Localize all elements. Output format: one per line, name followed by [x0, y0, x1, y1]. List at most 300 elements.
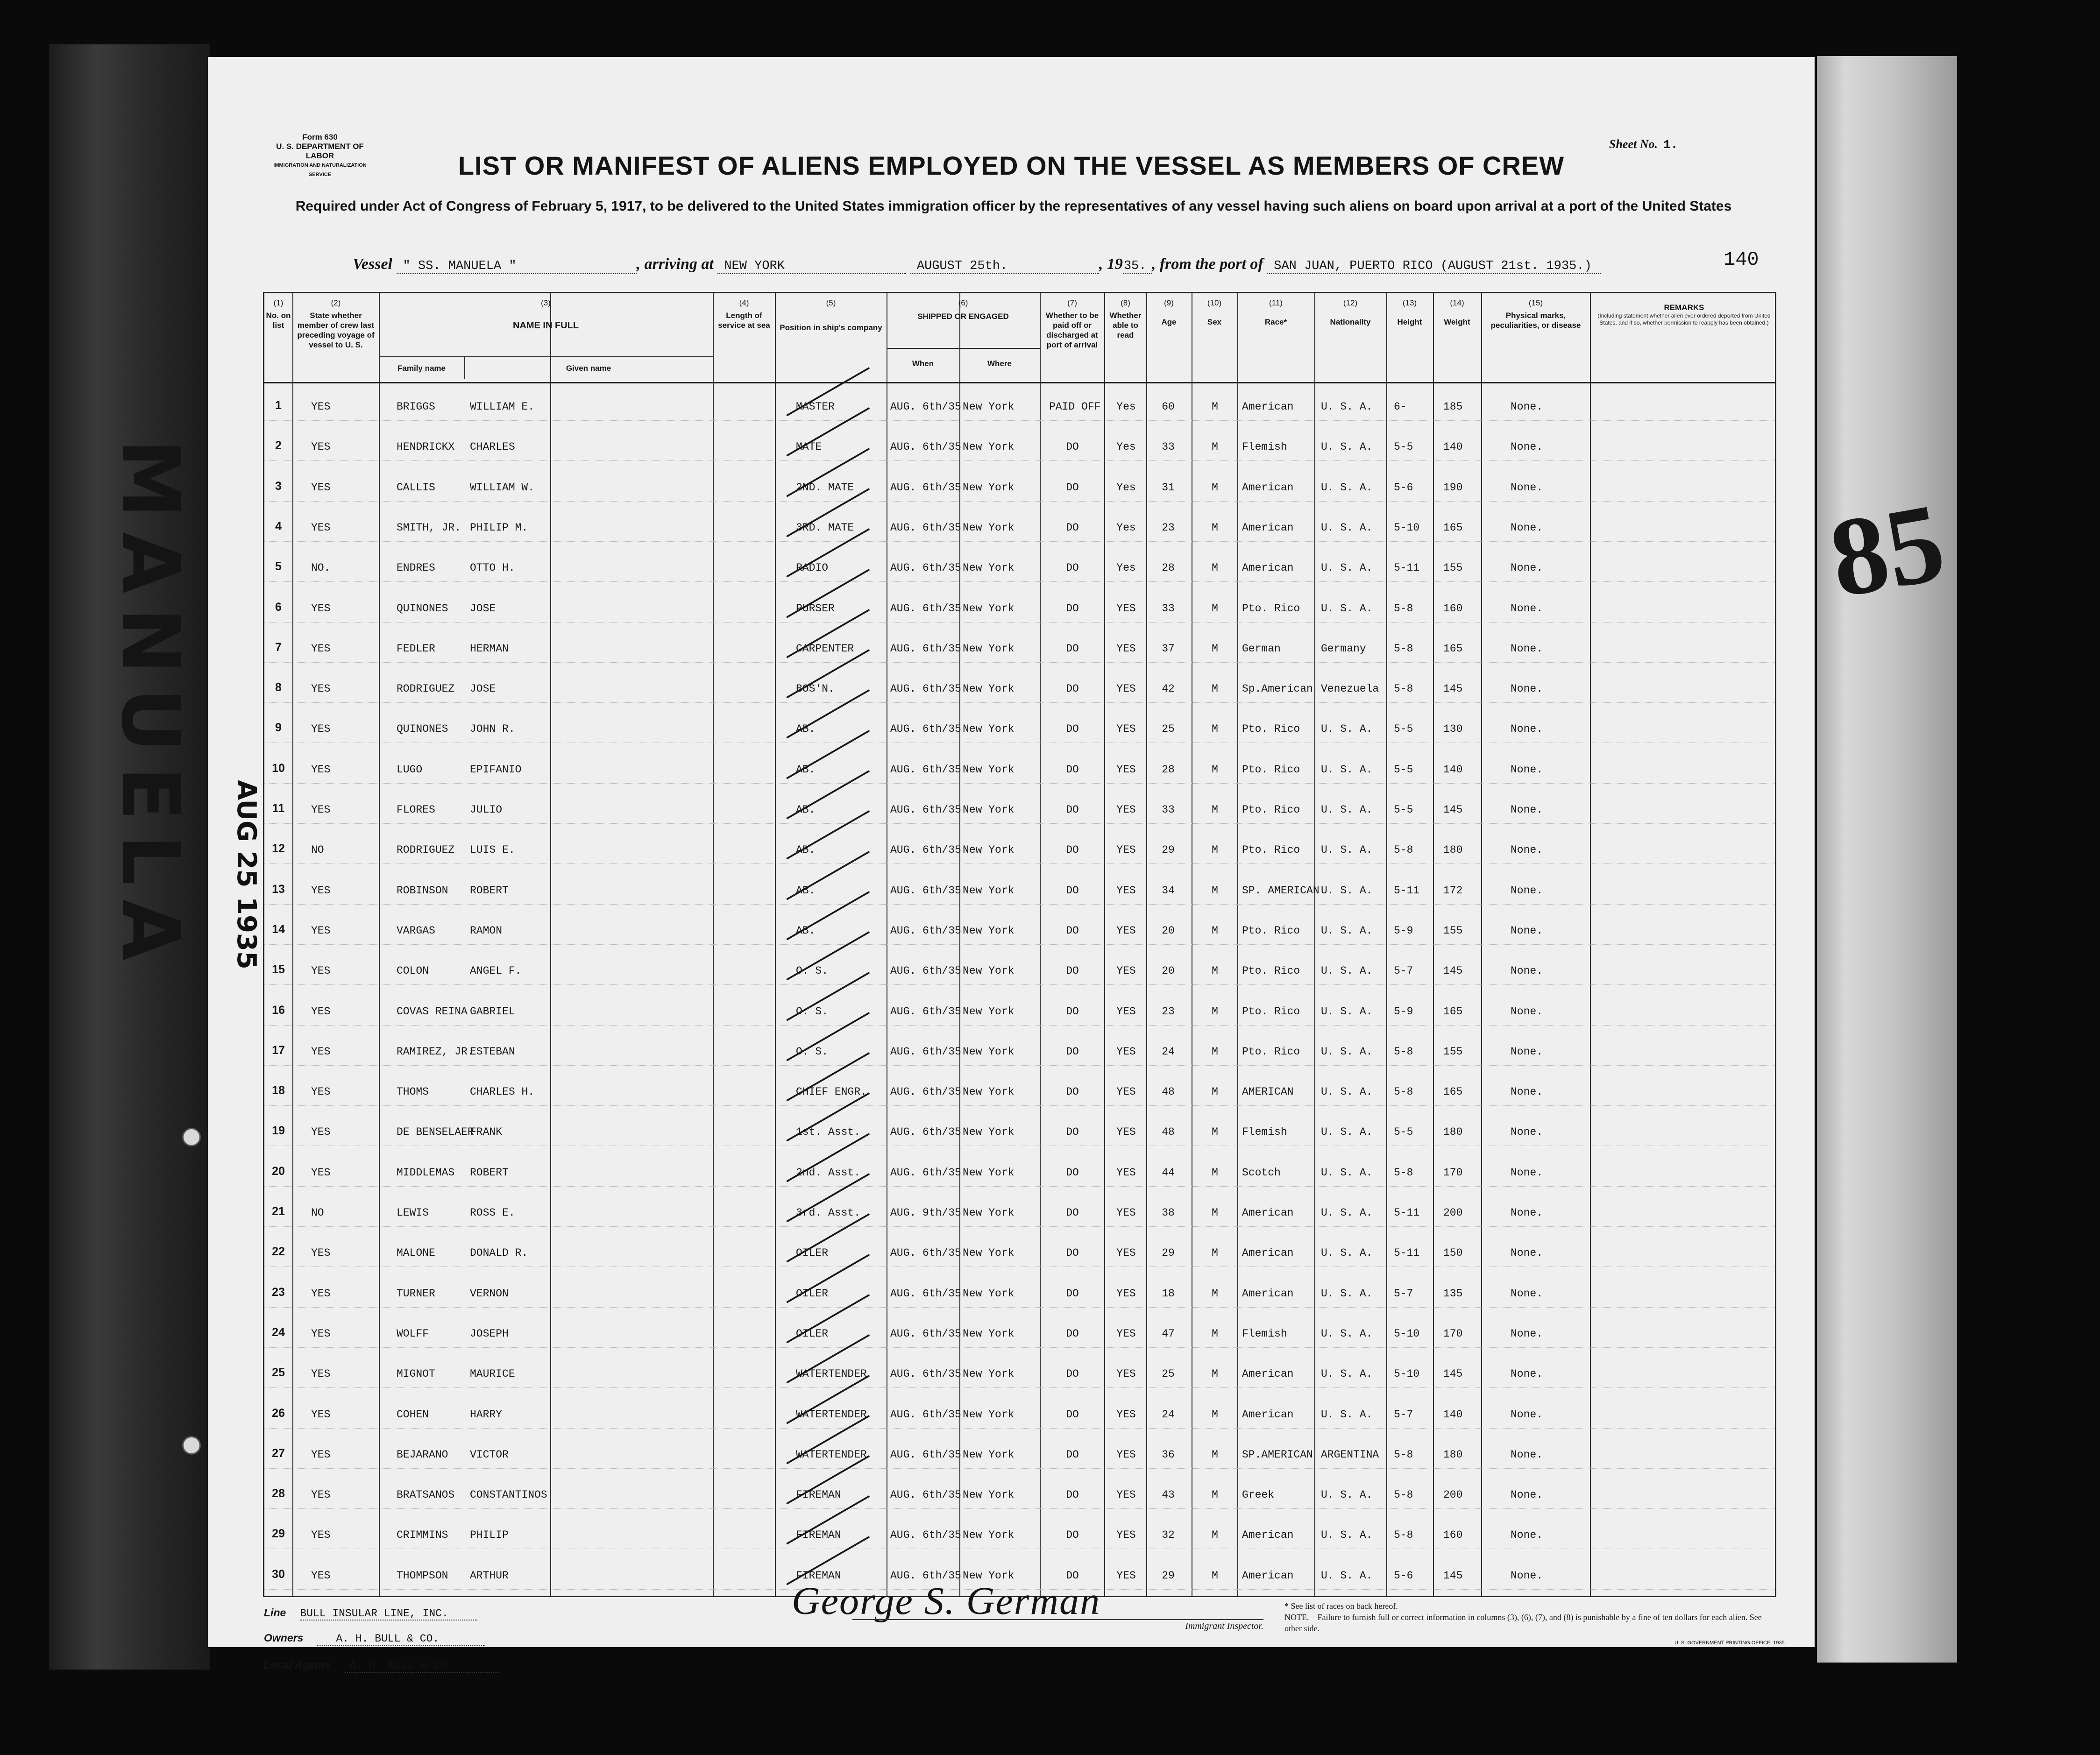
cell-given: VICTOR	[470, 1448, 509, 1461]
cell-height: 5-9	[1394, 924, 1413, 937]
cell-when: AUG. 6th/35	[890, 1126, 961, 1139]
cell-read: YES	[1116, 1569, 1136, 1582]
page-number: 140	[1724, 248, 1759, 271]
form-identifier: Form 630 U. S. DEPARTMENT OF LABOR IMMIGRATION AND NATURALIZATION SERVICE	[273, 133, 367, 177]
row-divider	[264, 904, 1775, 905]
cell-weight: 165	[1443, 642, 1463, 655]
cell-prev: YES	[311, 521, 331, 534]
cell-sex: M	[1212, 1166, 1218, 1179]
cell-given: WILLIAM W.	[470, 481, 535, 494]
cell-position: AB.	[796, 924, 816, 937]
cell-read: YES	[1116, 1287, 1136, 1300]
cell-paid: DO	[1066, 521, 1079, 534]
cell-marks: None.	[1511, 844, 1543, 856]
cell-prev: YES	[311, 1005, 331, 1018]
cell-where: New York	[963, 884, 1015, 897]
cell-sex: M	[1212, 1327, 1218, 1340]
cell-sex: M	[1212, 1126, 1218, 1139]
cell-height: 5-6	[1394, 1569, 1413, 1582]
cell-nationality: ARGENTINA	[1321, 1448, 1379, 1461]
cell-marks: None.	[1511, 683, 1543, 695]
col-header-race: (11) Race*	[1264, 298, 1287, 326]
cell-weight: 145	[1443, 1569, 1463, 1582]
cell-weight: 180	[1443, 1448, 1463, 1461]
cell-height: 5-5	[1394, 723, 1413, 736]
cell-when: AUG. 6th/35	[890, 1287, 961, 1300]
cell-race: SP.AMERICAN	[1242, 1448, 1313, 1461]
cell-age: 47	[1162, 1327, 1175, 1340]
cell-age: 25	[1162, 1368, 1175, 1380]
cell-position: FIREMAN	[796, 1569, 841, 1582]
cell-weight: 170	[1443, 1327, 1463, 1340]
cell-height: 5-5	[1394, 441, 1413, 453]
cell-marks: None.	[1511, 1529, 1543, 1542]
row-number: 24	[272, 1325, 285, 1339]
cell-given: JOSEPH	[470, 1327, 509, 1340]
sheet-number: Sheet No. 1.	[1609, 137, 1678, 152]
cell-race: Sp.American	[1242, 683, 1313, 695]
cell-nationality: U. S. A.	[1321, 1166, 1373, 1179]
cell-prev: YES	[311, 1529, 331, 1542]
cell-age: 31	[1162, 481, 1175, 494]
check-mark	[786, 891, 870, 941]
row-number: 2	[275, 439, 282, 453]
cell-weight: 145	[1443, 1368, 1463, 1380]
vessel-stamp: MANUELA	[104, 439, 196, 975]
cell-position: O. S.	[796, 1045, 829, 1058]
cell-read: YES	[1116, 1529, 1136, 1542]
cell-when: AUG. 6th/35	[890, 521, 961, 534]
cell-paid: DO	[1066, 1247, 1079, 1260]
cell-position: CARPENTER	[796, 642, 854, 655]
cell-height: 5-11	[1394, 884, 1420, 897]
cell-position: 2nd. Asst.	[796, 1166, 861, 1179]
cell-nationality: U. S. A.	[1321, 1005, 1373, 1018]
cell-height: 5-8	[1394, 1529, 1413, 1542]
col-header-remarks: REMARKS (Including statement whether alien ever ordered deported from United States, and if so, whether permission to reapply has been obtained.)	[1597, 303, 1771, 326]
cell-read: YES	[1116, 1166, 1136, 1179]
cell-position: WATERTENDER	[796, 1448, 867, 1461]
row-number: 26	[272, 1406, 285, 1420]
cell-read: Yes	[1116, 441, 1136, 453]
cell-race: Pto. Rico	[1242, 924, 1300, 937]
cell-height: 5-9	[1394, 1005, 1413, 1018]
cell-height: 5-8	[1394, 602, 1413, 615]
cell-when: AUG. 6th/35	[890, 844, 961, 856]
cell-age: 32	[1162, 1529, 1175, 1542]
cell-paid: DO	[1066, 1368, 1079, 1380]
date-stamp: AUG 25 1935	[231, 780, 262, 969]
row-divider	[264, 1105, 1775, 1106]
owners-field: Owners A. H. BULL & CO.	[264, 1632, 485, 1646]
cell-family: COLON	[397, 965, 429, 977]
cell-marks: None.	[1511, 763, 1543, 776]
cell-age: 24	[1162, 1045, 1175, 1058]
cell-family: WOLFF	[397, 1327, 429, 1340]
cell-age: 42	[1162, 683, 1175, 695]
cell-family: QUINONES	[397, 602, 448, 615]
row-divider	[264, 1025, 1775, 1026]
cell-age: 18	[1162, 1287, 1175, 1300]
cell-read: YES	[1116, 763, 1136, 776]
cell-position: 2ND. MATE	[796, 481, 854, 494]
cell-sex: M	[1212, 1086, 1218, 1098]
cell-race: Greek	[1242, 1489, 1275, 1501]
cell-given: JOSE	[470, 602, 496, 615]
cell-where: New York	[963, 481, 1015, 494]
row-number: 12	[272, 842, 285, 856]
cell-race: Flemish	[1242, 441, 1287, 453]
cell-where: New York	[963, 924, 1015, 937]
cell-paid: DO	[1066, 804, 1079, 816]
col-header-where: Where	[987, 359, 1012, 368]
cell-position: AB.	[796, 723, 816, 736]
cell-marks: None.	[1511, 1569, 1543, 1582]
cell-position: AB.	[796, 884, 816, 897]
cell-position: OILER	[796, 1287, 829, 1300]
cell-paid: DO	[1066, 965, 1079, 977]
cell-family: SMITH, JR.	[397, 521, 461, 534]
cell-race: American	[1242, 562, 1294, 574]
cell-when: AUG. 6th/35	[890, 965, 961, 977]
cell-position: MASTER	[796, 401, 835, 413]
cell-nationality: U. S. A.	[1321, 1287, 1373, 1300]
cell-when: AUG. 6th/35	[890, 1045, 961, 1058]
cell-read: YES	[1116, 642, 1136, 655]
cell-age: 43	[1162, 1489, 1175, 1501]
cell-when: AUG. 6th/35	[890, 884, 961, 897]
cell-sex: M	[1212, 562, 1218, 574]
row-number: 25	[272, 1366, 285, 1380]
cell-marks: None.	[1511, 1126, 1543, 1139]
cell-nationality: U. S. A.	[1321, 763, 1373, 776]
cell-given: ROSS E.	[470, 1207, 515, 1219]
cell-age: 24	[1162, 1408, 1175, 1421]
cell-when: AUG. 6th/35	[890, 1529, 961, 1542]
cell-read: YES	[1116, 602, 1136, 615]
cell-prev: YES	[311, 1126, 331, 1139]
cell-read: YES	[1116, 1489, 1136, 1501]
cell-height: 5-5	[1394, 763, 1413, 776]
cell-prev: YES	[311, 763, 331, 776]
cell-read: Yes	[1116, 562, 1136, 574]
cell-height: 5-7	[1394, 1408, 1413, 1421]
cell-weight: 185	[1443, 401, 1463, 413]
cell-prev: YES	[311, 804, 331, 816]
cell-paid: DO	[1066, 1045, 1079, 1058]
cell-prev: NO	[311, 1207, 324, 1219]
line-field: Line BULL INSULAR LINE, INC.	[264, 1606, 477, 1621]
cell-paid: DO	[1066, 1287, 1079, 1300]
cell-sex: M	[1212, 844, 1218, 856]
row-divider	[264, 1508, 1775, 1509]
cell-family: TURNER	[397, 1287, 435, 1300]
cell-race: AMERICAN	[1242, 1086, 1294, 1098]
cell-nationality: U. S. A.	[1321, 1489, 1373, 1501]
row-number: 19	[272, 1124, 285, 1138]
cell-marks: None.	[1511, 1207, 1543, 1219]
cell-age: 44	[1162, 1166, 1175, 1179]
cell-marks: None.	[1511, 884, 1543, 897]
cell-nationality: U. S. A.	[1321, 562, 1373, 574]
cell-when: AUG. 6th/35	[890, 1368, 961, 1380]
row-divider	[264, 1468, 1775, 1469]
cell-marks: None.	[1511, 1408, 1543, 1421]
cell-marks: None.	[1511, 1247, 1543, 1260]
cell-given: PHILIP M.	[470, 521, 528, 534]
row-number: 4	[275, 519, 282, 533]
cell-paid: DO	[1066, 602, 1079, 615]
cell-position: O. S.	[796, 1005, 829, 1018]
cell-family: RODRIGUEZ	[397, 844, 455, 856]
cell-position: OILER	[796, 1247, 829, 1260]
cell-read: YES	[1116, 1327, 1136, 1340]
row-number: 22	[272, 1245, 285, 1259]
cell-race: Pto. Rico	[1242, 965, 1300, 977]
cell-family: BEJARANO	[397, 1448, 448, 1461]
cell-paid: DO	[1066, 1569, 1079, 1582]
row-divider	[264, 1428, 1775, 1429]
cell-given: ESTEBAN	[470, 1045, 515, 1058]
cell-height: 5-10	[1394, 521, 1420, 534]
cell-read: YES	[1116, 723, 1136, 736]
row-number: 23	[272, 1285, 285, 1299]
cell-given: OTTO H.	[470, 562, 515, 574]
cell-position: WATERTENDER	[796, 1408, 867, 1421]
cell-race: Pto. Rico	[1242, 602, 1300, 615]
cell-position: WATERTENDER	[796, 1368, 867, 1380]
cell-race: Flemish	[1242, 1126, 1287, 1139]
cell-prev: YES	[311, 884, 331, 897]
cell-family: QUINONES	[397, 723, 448, 736]
cell-given: JOHN R.	[470, 723, 515, 736]
cell-paid: DO	[1066, 1005, 1079, 1018]
arrival-date: AUGUST 25th.	[910, 259, 1099, 274]
manifest-sheet	[208, 57, 1815, 1672]
inspector-label: Immigrant Inspector.	[852, 1619, 1263, 1632]
cell-weight: 165	[1443, 1086, 1463, 1098]
cell-marks: None.	[1511, 1489, 1543, 1501]
cell-nationality: U. S. A.	[1321, 723, 1373, 736]
cell-sex: M	[1212, 401, 1218, 413]
cell-sex: M	[1212, 521, 1218, 534]
cell-weight: 170	[1443, 1166, 1463, 1179]
cell-family: THOMS	[397, 1086, 429, 1098]
cell-when: AUG. 6th/35	[890, 481, 961, 494]
cell-weight: 160	[1443, 1529, 1463, 1542]
cell-sex: M	[1212, 1005, 1218, 1018]
cell-family: HENDRICKX	[397, 441, 455, 453]
cell-age: 36	[1162, 1448, 1175, 1461]
row-number: 10	[272, 761, 285, 775]
col-header-sex: (10) Sex	[1207, 298, 1222, 326]
cell-weight: 180	[1443, 844, 1463, 856]
departure-port: SAN JUAN, PUERTO RICO (AUGUST 21st. 1935.)	[1267, 259, 1601, 274]
col-header-nationality: (12) Nationality	[1330, 298, 1371, 326]
cell-position: 1st. Asst.	[796, 1126, 861, 1139]
cell-family: CRIMMINS	[397, 1529, 448, 1542]
cell-paid: DO	[1066, 683, 1079, 695]
cell-given: CONSTANTINOS	[470, 1489, 547, 1501]
cell-age: 48	[1162, 1086, 1175, 1098]
cell-sex: M	[1212, 924, 1218, 937]
cell-height: 5-7	[1394, 965, 1413, 977]
cell-family: MIGNOT	[397, 1368, 435, 1380]
cell-race: Pto. Rico	[1242, 763, 1300, 776]
cell-given: HERMAN	[470, 642, 509, 655]
cell-family: COVAS REINA	[397, 1005, 468, 1018]
cell-nationality: U. S. A.	[1321, 1327, 1373, 1340]
cell-marks: None.	[1511, 1045, 1543, 1058]
cell-read: YES	[1116, 1005, 1136, 1018]
cell-where: New York	[963, 804, 1015, 816]
cell-given: PHILIP	[470, 1529, 509, 1542]
cell-prev: YES	[311, 1368, 331, 1380]
cell-race: SP. AMERICAN	[1242, 884, 1320, 897]
cell-height: 5-8	[1394, 1086, 1413, 1098]
cell-family: FLORES	[397, 804, 435, 816]
cell-age: 25	[1162, 723, 1175, 736]
cell-when: AUG. 6th/35	[890, 763, 961, 776]
cell-paid: DO	[1066, 562, 1079, 574]
cell-sex: M	[1212, 1569, 1218, 1582]
check-mark	[786, 770, 870, 820]
cell-position: FIREMAN	[796, 1529, 841, 1542]
row-number: 6	[275, 600, 282, 614]
cell-family: VARGAS	[397, 924, 435, 937]
cell-weight: 145	[1443, 683, 1463, 695]
row-number: 1	[275, 399, 282, 412]
cell-where: New York	[963, 1045, 1015, 1058]
row-number: 13	[272, 882, 285, 896]
cell-given: WILLIAM E.	[470, 401, 535, 413]
cell-race: American	[1242, 401, 1294, 413]
cell-when: AUG. 6th/35	[890, 1408, 961, 1421]
cell-when: AUG. 6th/35	[890, 1247, 961, 1260]
cell-family: ROBINSON	[397, 884, 448, 897]
cell-where: New York	[963, 1368, 1015, 1380]
cell-age: 48	[1162, 1126, 1175, 1139]
row-number: 28	[272, 1487, 285, 1500]
cell-sex: M	[1212, 683, 1218, 695]
cell-where: New York	[963, 441, 1015, 453]
cell-race: Pto. Rico	[1242, 723, 1300, 736]
cell-when: AUG. 6th/35	[890, 401, 961, 413]
cell-where: New York	[963, 602, 1015, 615]
cell-family: CALLIS	[397, 481, 435, 494]
cell-prev: YES	[311, 1408, 331, 1421]
cell-height: 5-8	[1394, 1045, 1413, 1058]
cell-prev: YES	[311, 1086, 331, 1098]
cell-when: AUG. 6th/35	[890, 723, 961, 736]
cell-prev: YES	[311, 1489, 331, 1501]
cell-sex: M	[1212, 1448, 1218, 1461]
cell-position: 3rd. Asst.	[796, 1207, 861, 1219]
cell-given: MAURICE	[470, 1368, 515, 1380]
col-header-service-length: (4) Length of service at sea	[718, 298, 770, 330]
cell-given: RAMON	[470, 924, 503, 937]
cell-where: New York	[963, 1327, 1015, 1340]
cell-given: ROBERT	[470, 884, 509, 897]
cell-where: New York	[963, 1287, 1015, 1300]
cell-where: New York	[963, 683, 1015, 695]
cell-marks: None.	[1511, 521, 1543, 534]
cell-height: 5-11	[1394, 1247, 1420, 1260]
cell-weight: 140	[1443, 441, 1463, 453]
cell-height: 5-7	[1394, 1287, 1413, 1300]
row-divider	[264, 863, 1775, 864]
cell-when: AUG. 6th/35	[890, 924, 961, 937]
cell-family: ENDRES	[397, 562, 435, 574]
cell-prev: YES	[311, 602, 331, 615]
cell-nationality: U. S. A.	[1321, 521, 1373, 534]
cell-read: YES	[1116, 924, 1136, 937]
cell-weight: 155	[1443, 1045, 1463, 1058]
check-mark	[786, 689, 870, 739]
row-divider	[264, 1347, 1775, 1348]
cell-family: BRIGGS	[397, 401, 435, 413]
cell-when: AUG. 6th/35	[890, 683, 961, 695]
cell-read: YES	[1116, 1408, 1136, 1421]
cell-nationality: U. S. A.	[1321, 602, 1373, 615]
cell-marks: None.	[1511, 1005, 1543, 1018]
row-number: 16	[272, 1003, 285, 1017]
cell-marks: None.	[1511, 401, 1543, 413]
cell-height: 5-11	[1394, 1207, 1420, 1219]
cell-sex: M	[1212, 1368, 1218, 1380]
row-number: 17	[272, 1043, 285, 1057]
cell-paid: DO	[1066, 642, 1079, 655]
cell-height: 5-8	[1394, 1166, 1413, 1179]
cell-where: New York	[963, 1247, 1015, 1260]
cell-race: American	[1242, 1368, 1294, 1380]
inspector-signature: George S. German	[792, 1579, 1101, 1623]
cell-where: New York	[963, 562, 1015, 574]
cell-given: JOSE	[470, 683, 496, 695]
cell-given: CHARLES	[470, 441, 515, 453]
cell-weight: 155	[1443, 924, 1463, 937]
cell-sex: M	[1212, 602, 1218, 615]
cell-nationality: Germany	[1321, 642, 1366, 655]
cell-sex: M	[1212, 1529, 1218, 1542]
cell-age: 28	[1162, 562, 1175, 574]
cell-read: YES	[1116, 804, 1136, 816]
cell-sex: M	[1212, 1207, 1218, 1219]
col-header-able-to-read: (8) Whether able to read	[1109, 298, 1142, 340]
cell-where: New York	[963, 1569, 1015, 1582]
cell-prev: YES	[311, 1569, 331, 1582]
cell-nationality: U. S. A.	[1321, 401, 1373, 413]
cell-paid: DO	[1066, 844, 1079, 856]
cell-weight: 172	[1443, 884, 1463, 897]
cell-age: 38	[1162, 1207, 1175, 1219]
cell-given: HARRY	[470, 1408, 503, 1421]
cell-height: 5-6	[1394, 481, 1413, 494]
cell-prev: YES	[311, 683, 331, 695]
cell-where: New York	[963, 1529, 1015, 1542]
cell-prev: YES	[311, 1287, 331, 1300]
cell-age: 20	[1162, 924, 1175, 937]
cell-nationality: U. S. A.	[1321, 441, 1373, 453]
cell-race: Scotch	[1242, 1166, 1281, 1179]
cell-paid: DO	[1066, 1489, 1079, 1501]
cell-weight: 155	[1443, 562, 1463, 574]
cell-weight: 190	[1443, 481, 1463, 494]
cell-paid: DO	[1066, 1166, 1079, 1179]
cell-where: New York	[963, 1166, 1015, 1179]
cell-height: 5-10	[1394, 1368, 1420, 1380]
vessel-line: Vessel " SS. MANUELA " , arriving at NEW YORK AUGUST 25th. , 1935. , from the port of SAN JUAN, PUERTO RICO (AUGUST 21st. 1935.)	[353, 255, 1745, 279]
